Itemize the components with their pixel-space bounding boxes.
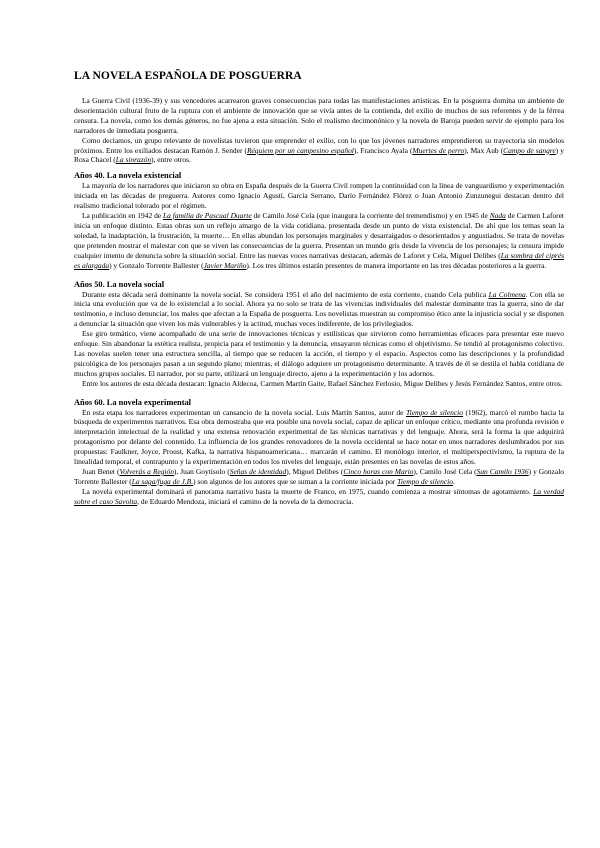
intro-paragraph: Como decíamos, un grupo relevante de novelistas tuvieron que emprender el exilio, con lo que los jóvenes narradores emprendieron su trayectoria sin modelos próximos. Entre los exiliados destacan Ramón J. Sender (Réquiem por un campesino español), Francisco Ayala (Muertes de perro), Max Aub (Campo de sangre) y Rosa Chacel (La sinrazón), entre otros. bbox=[74, 135, 564, 165]
work-title: La sombra del ciprés es alargada bbox=[74, 250, 564, 270]
work-title: Réquiem por un campesino español bbox=[246, 145, 354, 155]
section-paragraph: Durante esta década será dominante la novela social. Se considera 1951 el año del nacimiento de esta corriente, cuando Cela publica La Colmena. Con ella se inicia una evolución que va de lo existencial a lo social. Ahora ya no solo se trata de las vivencias individuales del malestar dominante tras la guerra, sino de dar testimonio, e incluso denunciar, los males que afectan a la España de posguerra. Los novelistas muestran su compromiso ético ante la injusticia social y se disponen a denunciar la situación que viven los más vulnerables y la actitud, muchas veces indiferente, de los privilegiados. bbox=[74, 289, 564, 329]
intro-paragraph: La Guerra Civil (1936-39) y sus vencedores acarrearon graves consecuencias para todas las manifestaciones artísticas. En la posguerra domina un ambiente de desorientación cultural fruto de la ruptura con el ambiente de innovación que se vivía antes de la contienda, del exilio de muchos de sus referentes y de la férrea censura. La novela, como los demás géneros, no fue ajena a esta situación. Solo el realismo decimonónico y la novela de Baroja pueden servir de ejemplo para los narradores de inmediata posguerra. bbox=[74, 96, 564, 135]
work-title: La sinrazón bbox=[115, 155, 152, 165]
section-paragraph: La mayoría de los narradores que iniciaron su obra en España después de la Guerra Civil rompen la continuidad con la línea de vanguardismo y experimentación iniciada en las décadas de preguerra. Autores como Ignacio Agustí, García Serrano, Darío Fernández Flórez o Juan Antonio Zunzunegui destacan dentro del realismo tradicional tolerado por el régimen. bbox=[74, 181, 564, 211]
work-title: Muertes de perro bbox=[412, 145, 465, 155]
work-title: San Camilo 1936 bbox=[476, 467, 529, 476]
work-title: Tiempo de silencio bbox=[405, 407, 463, 417]
intro-section bbox=[74, 96, 564, 165]
work-title: La saga/fuga de J.B. bbox=[131, 476, 194, 486]
section-paragraph: La novela experimental dominará el panorama narrativo hasta la muerte de Franco, en 1975, cuando comienza a mostrar síntomas de agotamiento. La verdad sobre el caso Savolta, de Eduardo Mendoza, iniciará el camino de la novela de la democracia. bbox=[74, 486, 564, 506]
work-title: La familia de Pascual Duarte bbox=[163, 211, 252, 221]
section-title: Años 50. La novela social bbox=[74, 279, 165, 289]
work-title: Volverás a Región bbox=[119, 467, 174, 476]
work-title: Cinco horas con Mario bbox=[343, 467, 414, 476]
section-title: Años 40. La novela existencial bbox=[74, 171, 182, 181]
section-anos-50 bbox=[74, 280, 564, 389]
document-title: LA NOVELA ESPAÑOLA DE POSGUERRA bbox=[74, 70, 302, 82]
section-paragraph: Ese giro temático, viene acompañado de una serie de innovaciones técnicas y estilísticas que sirvieron como herramientas eficaces para presentar este nuevo enfoque. Sin abandonar la estética realista, propicia para el testimonio y la denuncia, ensayaron técnicas como el objetivismo. Se tendió al protagonismo colectivo. Las novelas suelen tener una estructura sencilla, al tiempo que se reducen la acción, el tiempo y el espacio. Aspectos como las descripciones y la profundidad psicológica de los personajes pasan a un segundo plano; mientras, el diálogo adquiere un protagonismo determinante. A través de él se destila el habla cotidiana de muchos grupos sociales. El narrador, por su parte, utilizará un lenguaje directo, ajeno a la experimentación y los adornos. bbox=[74, 329, 564, 378]
section-paragraph: Entre los autores de esta década destacan: Ignacio Aldecoa, Carmen Martín Gaite, Rafael Sánchez Ferlosio, Migue Delibes y Jesús Fernández Santos, entre otros. bbox=[82, 378, 563, 388]
section-paragraph: Juan Benet (Volverás a Región), Juan Goytisolo (Señas de identidad), Miguel Delibes (Cinco horas con Mario), Camilo José Cela (San Camilo 1936) y Gonzalo Torrente Ballester (La saga/fuga de J.B.) son algunos de los autores que se suman a la corriente iniciada por Tiempo de silencio. bbox=[74, 467, 564, 486]
section-title: Años 60. La novela experimental bbox=[74, 397, 192, 407]
section-paragraph: La publicación en 1942 de La familia de Pascual Duarte de Camilo José Cela (que inaugura la corriente del tremendismo) y en 1945 de Nada de Carmen Laforet inicia un enfoque distinto. Estas obras son un reflejo amargo de la vida cotidiana, presentada desde un punto de vista existencial. De ahí que los temas sean la soledad, la inadaptación, la frustración, la muerte… En ellas abundan los personajes marginales y desarraigados o desorientados y angustiados. Se trata de novelas que pretenden mostrar el malestar con que se viven las consecuencias de la guerra. Presentan un mundo gris desde la vivencia de los personajes; la censura impide cualquier intento de denuncia sobre la situación social. Entre las nuevas voces narrativas destacan, además de Laforet y Cela, Miguel Delibes (La sombra del ciprés es alargada) y Gonzalo Torrente Ballester (Javier Mariño). Los tres últimos estarán presentes de manera importante en las tres décadas posteriores a la guerra. bbox=[74, 211, 565, 270]
work-title: Tiempo de silencio bbox=[397, 476, 453, 486]
work-title: Campo de sangre bbox=[503, 145, 556, 155]
work-title: Javier Mariño bbox=[203, 260, 247, 270]
section-anos-40 bbox=[74, 171, 564, 270]
work-title: Nada bbox=[489, 211, 506, 221]
work-title: La Colmena bbox=[488, 289, 526, 299]
work-title: La verdad sobre el caso Savolta bbox=[74, 486, 564, 506]
section-paragraph: En esta etapa los narradores experimentan un cansancio de la novela social. Luis Martín Santos, autor de Tiempo de silencio (1962), marcó el rumbo hacia la búsqueda de experimentos narrativos. Esa obra demostraba que era posible una novela social, capaz de aplicar un enfoque crítico, mediante una profunda revisión e interpretación intelectual de la realidad y una extensa renovación experimental de las técnicas narrativas y del lenguaje. Ahora, será la forma la que adquirirá protagonismo por delante del contenido. La influencia de los grandes renovadores de la novela occidental se hace notar en unos narradores deslumbrados por sus propuestas: Faulkner, Joyce, Proust, Kafka, la narrativa hispanoamericana… marcarán el camino. El monólogo interior, el multiperspectivismo, la ruptura de la linealidad temporal, el contrapunto y la experimentación en todos los niveles del lenguaje, están presentes en las novelas de estos años. bbox=[74, 407, 564, 467]
work-title: Señas de identidad bbox=[229, 467, 287, 476]
section-anos-60 bbox=[74, 398, 564, 507]
